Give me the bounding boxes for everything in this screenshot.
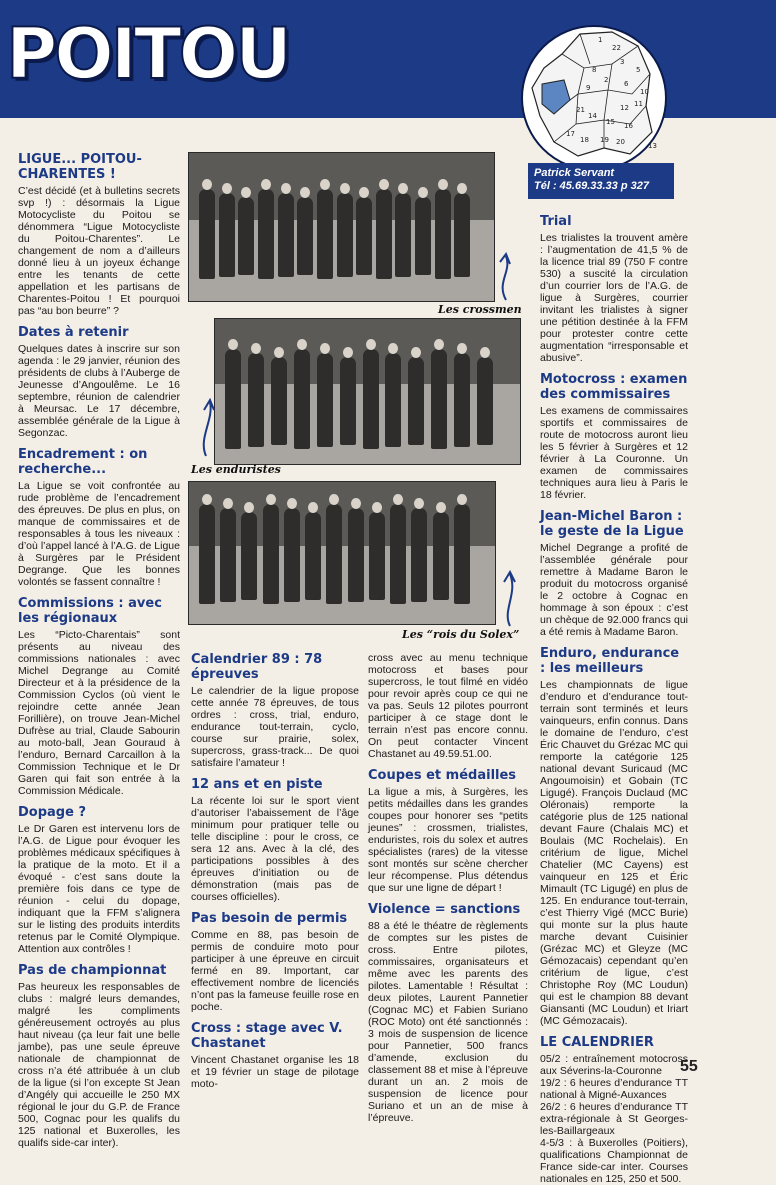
caption-enduristes: Les enduristes xyxy=(191,463,281,476)
map-region-number: 19 xyxy=(600,136,609,144)
map-region-number: 11 xyxy=(634,100,643,108)
text-dopage: Le Dr Garen est intervenu lors de l’A.G. de Ligue pour évoquer les problèmes médicaux spécifiques à la pratique de la moto. Et il a évoqué - c’est sans doute la première fois dans ce type de réunion - celui du dopage, indiquant que la FFM s’alignera sur le listing des produits interdits retenus par le Comité Olympique. Attention aux contrôles ! xyxy=(18,823,180,955)
photo-person xyxy=(408,357,424,445)
text-championnat: Pas heureux les responsables de clubs : malgré leurs demandes, malgré les compliments généreusement octroyés au plus haut niveau (ça leur fait une belle jambe), pas une seule épreuve nationale de championnat de cross n’a été attribuée à un club de la ligue (si l’on excepte St Jean d’Angély qui accueille le 250 MX régional le jour du G.P. de France 500, Cognac pour les qualifs du 125 national et Buxerolles, les qualifs side-car inter). xyxy=(18,981,180,1149)
map-region-number: 14 xyxy=(588,112,597,120)
photo-person xyxy=(278,193,294,277)
map-region-number: 9 xyxy=(586,84,591,92)
heading-trial: Trial xyxy=(540,214,572,229)
heading-stage: Cross : stage avec V. Chastanet xyxy=(191,1021,343,1051)
photo-person xyxy=(317,189,333,279)
photo-person xyxy=(454,193,470,277)
map-region-number: 16 xyxy=(624,122,633,130)
heading-12-ans: 12 ans et en piste xyxy=(191,777,323,792)
photo-person xyxy=(326,504,342,604)
photo-person xyxy=(297,197,313,275)
contact-box xyxy=(528,163,674,199)
arrow-icon xyxy=(196,398,220,458)
map-graphic xyxy=(520,24,668,172)
photo-person xyxy=(305,512,321,600)
photo-person xyxy=(411,508,427,602)
heading-permis: Pas besoin de permis xyxy=(191,911,348,926)
map-region-number: 15 xyxy=(606,118,615,126)
photo-person xyxy=(454,504,470,604)
calendar-item: 19/2 : 6 heures d’endurance TT national à Migné-Auxances xyxy=(540,1077,688,1101)
text-encadrement: La Ligue se voit confrontée au rude problème de l’encadrement des épreuves. De plus en plus, on manque de commissaires et de responsables à tous les niveaux : d’où l’appel lancé à l’A.G. de Ligue à Surgères par le Président Degrange. Que les bonnes volontés se fassent connaître ! xyxy=(18,480,180,588)
map-region-number: 18 xyxy=(580,136,589,144)
text-motocross: Les examens de commissaires sportifs et commissaires de route de motocross auront lieu les 5 février à Surgères et 12 février à La Couronne. Un examen de commissaires techniques aura lieu à Paris le 18 février. xyxy=(540,405,688,501)
page-title: POITOU xyxy=(6,13,289,95)
text-baron: Michel Degrange a profité de l’assemblée générale pour remettre à Madame Baron le produit du motocross organisé le 2 octobre à Cognac en hommage à son époux : c’est un chèque de 92.000 francs qui a été remis à Madame Baron. xyxy=(540,542,688,638)
column-2 xyxy=(191,652,359,1090)
heading-motocross: Motocross : examen des commissaires xyxy=(540,372,688,402)
photo-person xyxy=(248,353,264,447)
text-ligue: C’est décidé (et à bulletins secrets svp !) : désormais la Ligue Motocycliste du Poitou se dénommera “Ligue Motocycliste du Poitou-Charentes”. Le changement de nom a d’ailleurs donné lieu à un joyeux échange entre les tenants de cette appellation et les partisans de Charentes-Poitou ! Et pourquoi pas “au bon beurre” ? xyxy=(18,185,180,317)
text-trial: Les trialistes la trouvent amère : l’augmentation de 41,5 % de la licence trial 89 (750 F contre 530) a suscité la circulation d’un courrier lors de l’A.G. de ligue à Surgères, courrier invitant les trialistes à signer une pétition destinée à la FFM pour protester contre cette augmentation “irresponsable et abusive”. xyxy=(540,232,688,364)
photo-person xyxy=(435,189,451,279)
photo-person xyxy=(241,512,257,600)
text-stage: Vincent Chastanet organise les 18 et 19 février un stage de pilotage moto- xyxy=(191,1054,359,1090)
photo-person xyxy=(395,193,411,277)
text-stage-cont: cross avec au menu technique motocross et bases pour supercross, le tout filmé en vidéo pour revoir après coup ce qui ne va pas. Seuls 12 pilotes pourront participer à ce stage dont le terrain n’est pas encore connu. On peut contacter Vincent Chastanet au 49.59.51.00. xyxy=(368,652,528,760)
heading-enduro: Enduro, endurance : les meilleurs xyxy=(540,646,680,676)
calendar-item: 05/2 : entraînement motocross aux Séverins-la-Couronne xyxy=(540,1053,688,1077)
heading-violence: Violence = sanctions xyxy=(368,902,521,917)
heading-dopage: Dopage ? xyxy=(18,805,86,820)
photo-person xyxy=(431,349,447,449)
photo-person xyxy=(317,353,333,447)
heading-coupes: Coupes et médailles xyxy=(368,768,517,783)
photo-person xyxy=(219,193,235,277)
contact-name: Patrick Servant xyxy=(534,167,615,179)
text-calendrier-89: Le calendrier de la ligue propose cette année 78 épreuves, de tous ordres : cross, trial, enduro, endurance tout-terrain, cyclo, course sur prairie, solex, supercross, grass-track... De quoi satisfaire l’amateur ! xyxy=(191,685,359,769)
photo-person xyxy=(340,357,356,445)
map-region-number: 12 xyxy=(620,104,629,112)
photo-person xyxy=(348,508,364,602)
caption-crossmen: Les crossmen xyxy=(438,303,522,316)
heading-dates: Dates à retenir xyxy=(18,325,129,340)
heading-calendrier-89: Calendrier 89 : 78 épreuves xyxy=(191,652,323,682)
photo-person xyxy=(258,189,274,279)
column-1 xyxy=(18,152,180,1149)
heading-commissions: Commissions : avec les régionaux xyxy=(18,596,162,626)
caption-solex: Les “rois du Solex” xyxy=(402,628,520,641)
page-number: 55 xyxy=(680,1058,698,1075)
photo-person xyxy=(199,189,215,279)
photo-person xyxy=(385,353,401,447)
map-region-number: 20 xyxy=(616,138,625,146)
arrow-icon xyxy=(498,570,522,628)
contact-phone: Tél : 45.69.33.33 p 327 xyxy=(534,180,649,192)
map-region-number: 5 xyxy=(636,66,641,74)
heading-championnat: Pas de championnat xyxy=(18,963,167,978)
photo-person xyxy=(294,349,310,449)
map-region-number: 21 xyxy=(576,106,585,114)
text-coupes: La ligue a mis, à Surgères, les petits médailles dans les grandes coupes pour honorer ses “petits jeunes” : crossmen, trialistes, enduristes, rois du solex et autres spécialistes (rares) de la vitesse sont montés sur scène chercher leur récompense. Plus détendus que sur une ligne de départ ! xyxy=(368,786,528,894)
photo-person xyxy=(454,353,470,447)
column-4 xyxy=(540,214,688,1185)
calendar-item: 26/2 : 6 heures d’endurance TT extra-régionale à St Georges-les-Baillargeaux xyxy=(540,1101,688,1137)
text-dates: Quelques dates à inscrire sur son agenda : le 29 janvier, réunion des présidents de clubs à l’Auberge de Jeunesse d’Angoulême. Le 16 septembre, réunion de calendrier à Meursac. Le 17 décembre, assemblée générale de la Ligue à Segonzac. xyxy=(18,343,180,439)
photo-person xyxy=(220,508,236,602)
map-region-number: 17 xyxy=(566,130,575,138)
heading-calendrier: LE CALENDRIER xyxy=(540,1035,654,1050)
photo-person xyxy=(199,504,215,604)
map-region-number: 10 xyxy=(640,88,649,96)
photo-enduristes xyxy=(214,318,521,465)
text-commissions: Les “Picto-Charentais” sont présents au niveau des commissions nationales : avec Michel Degrange au Comité Directeur et à la présidence de la Commission Cyclos (où vient le rejoindre cette année Jean Forillière), on trouve Jean-Michel Dufrèse au trial, Claude Sabourin au moto-ball, Jean Gouraud à l’enduro, Bernard Carcaillon à la Commission Technique et le Dr Garen qui fait son entrée à la Commission Médicale. xyxy=(18,629,180,797)
photo-person xyxy=(369,512,385,600)
map-region-number: 8 xyxy=(592,66,597,74)
map-region-number: 6 xyxy=(624,80,629,88)
text-enduro: Les championnats de ligue d’enduro et d’endurance tout-terrain sont terminés et leurs vainqueurs, enfin connus. Dans le domaine de l’enduro, c’est Éric Chauvet du Grézac MC qui remporte la catégorie 125 national devant Suricaud (MC Angoumoisin) et Gobain (TC Ligugé). François Duclaud (MC Oléronais) remporte la catégorie plus de 125 national devant Faure (Chalais MC) et Boulais (MC Rochelais). En critérium de ligue, Michel Chatelier (MC Cayens) est vainqueur en 125 et Éric Mimault (TC Ligugé) en plus de 125. En endurance tout-terrain, c’est Thierry Vigé (MCC Burie) qui monte sur la plus haute marche devant Cuisinier (Grézac MC) et Gleyze (MC Gémozacais) cependant qu’en critérium de ligue, c’est Christophe Roy (MC Loudun) qui est le champion 88 devant Giansanti (MC Loudun) et Iriart (MC Gémozacais). xyxy=(540,679,688,1027)
map-region-number: 2 xyxy=(604,76,609,84)
map-region-number: 3 xyxy=(620,58,625,66)
photo-crossmen xyxy=(188,152,495,302)
map-region-number: 13 xyxy=(648,142,657,150)
calendar-item: 4-5/3 : à Buxerolles (Poitiers), qualifications Championnat de France side-car inter. Courses nationales en 125, 250 et 500. xyxy=(540,1137,688,1185)
photo-person xyxy=(271,357,287,445)
photo-person xyxy=(363,349,379,449)
arrow-icon xyxy=(494,252,518,302)
photo-person xyxy=(415,197,431,275)
text-permis: Comme en 88, pas besoin de permis de conduire moto pour participer à une épreuve en circuit fermé en 89. Important, car effectivement nombre de licenciés n’ont pas la fameuse feuille rose en poche. xyxy=(191,929,359,1013)
heading-encadrement: Encadrement : on recherche... xyxy=(18,447,148,477)
photo-person xyxy=(238,197,254,275)
france-regions-map xyxy=(520,24,668,172)
text-violence: 88 a été le théatre de règlements de comptes sur les pistes de cross. Entre pilotes, commissaires, organisateurs et même avec les parents des pilotes. Lamentable ! Résultat : deux pilotes, Laurent Pannetier (Cognac MC) et Fabien Suriano (ROC Moto) ont été sanctionnés : 3 mois de suspension de licence pour Pannetier, 500 francs d’amende, exclusion du classement 88 et mise à l’épreuve durant un an. 2 mois de suspension de licence pour Suriano et un an de mise à l’épreuve. xyxy=(368,920,528,1124)
map-region-number: 22 xyxy=(612,44,621,52)
photo-person xyxy=(376,189,392,279)
map-region-number: 1 xyxy=(598,36,603,44)
photo-person xyxy=(390,504,406,604)
photo-solex xyxy=(188,481,496,625)
text-12-ans: La récente loi sur le sport vient d’autoriser l’abaissement de l’âge minimum pour pratiquer telle ou telle discipline : pour le cross, ce sera 12 ans. Avec à la clé, des participations possibles à des épreuves d’initiation ou de démonstration (mais pas de courses officielles). xyxy=(191,795,359,903)
photo-person xyxy=(337,193,353,277)
heading-baron: Jean-Michel Baron : le geste de la Ligue xyxy=(540,509,684,539)
photo-person xyxy=(433,512,449,600)
photo-person xyxy=(284,508,300,602)
heading-ligue: LIGUE... POITOU-CHARENTES ! xyxy=(18,152,142,182)
column-3 xyxy=(368,652,528,1124)
photo-person xyxy=(356,197,372,275)
photo-person xyxy=(225,349,241,449)
photo-person xyxy=(477,357,493,445)
photo-person xyxy=(263,504,279,604)
